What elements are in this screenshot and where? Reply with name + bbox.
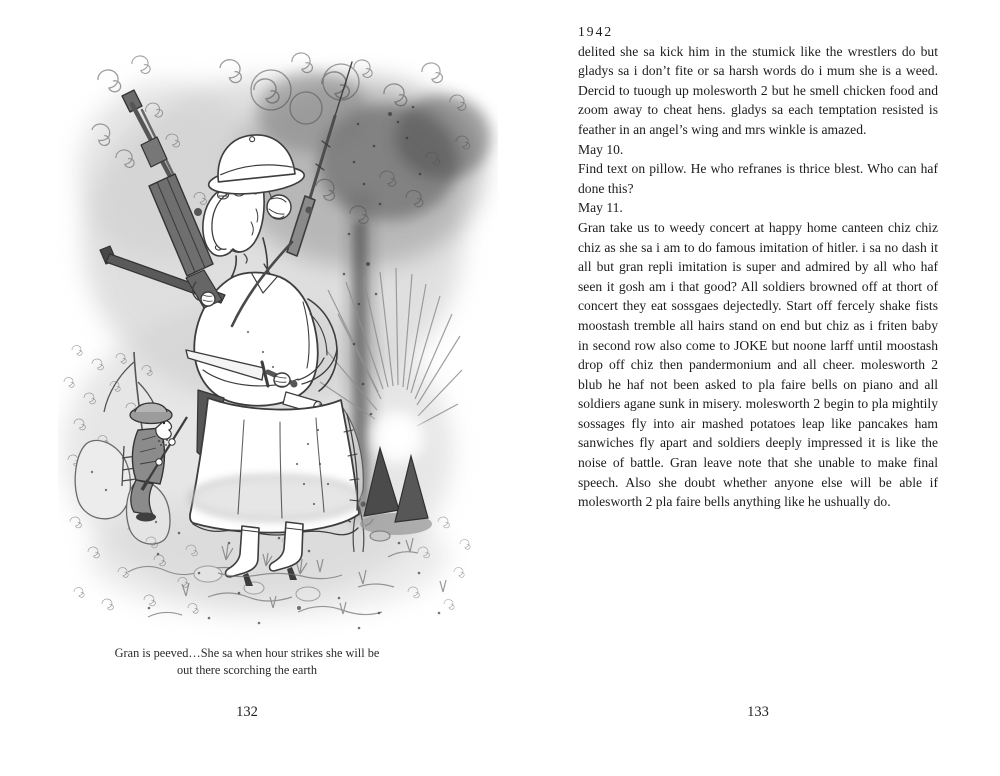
right-page-text-block: [578, 22, 938, 512]
right-page-number: 133: [747, 704, 769, 720]
date-heading-may-11: May 11.: [578, 200, 623, 216]
left-page-number: 132: [236, 704, 258, 720]
date-heading-may-10: May 10.: [578, 141, 624, 157]
paragraph-continuation: delited she sa kick him in the stumick like the wrestlers do but gladys sa i don’t fite or sa harsh words do i mum she is a weed. Dercid to tuough up molesworth 2 but he smell chicken food and zoom away to cheat hens. gladys sa each temptation resisted is feather in an angel’s wing and mrs winkle is amazed.: [578, 43, 938, 137]
caption-line-1: Gran is peeved…She sa when hour strikes she will be: [114, 646, 380, 660]
diary-entry-may-10: Find text on pillow. He who refranes is thrice blest. Who can haf done this?: [578, 161, 938, 196]
running-head-year: 1942: [578, 24, 614, 39]
diary-entry-may-11: Gran take us to weedy concert at happy home canteen chiz chiz chiz as she sa i am to do famous imitation of hitler. i sa no dash it all but gran repli imitation is super and admired by all who haf seen it gosh am i that good? All soldiers browned off at thort of concert they eat sossgaes dejectedly. Start off fercely shake fists moostash tremble all hairs stand on end but chiz as i friten baby in second row also come to JOKE but noone larff until moostash drop off chiz then pandermonium and all cheer. molesworth 2 blub he haf not been asked to pla faire bells on piano and all soldiers agane sunk in misery. molesworth 2 begin to pla mightily sossages fly into air mashed potatoes leap like pancakes ham sanwiches fly apart and soldiers deeply impressed it is like the noise of battle. Gran leave note that she unable to make final speech. Also she doubt whether anyone else will be able if molesworth 2 pla faire bells anything like he ushually do.: [578, 219, 938, 510]
caption-line-2: out there scorching the earth: [177, 662, 317, 677]
